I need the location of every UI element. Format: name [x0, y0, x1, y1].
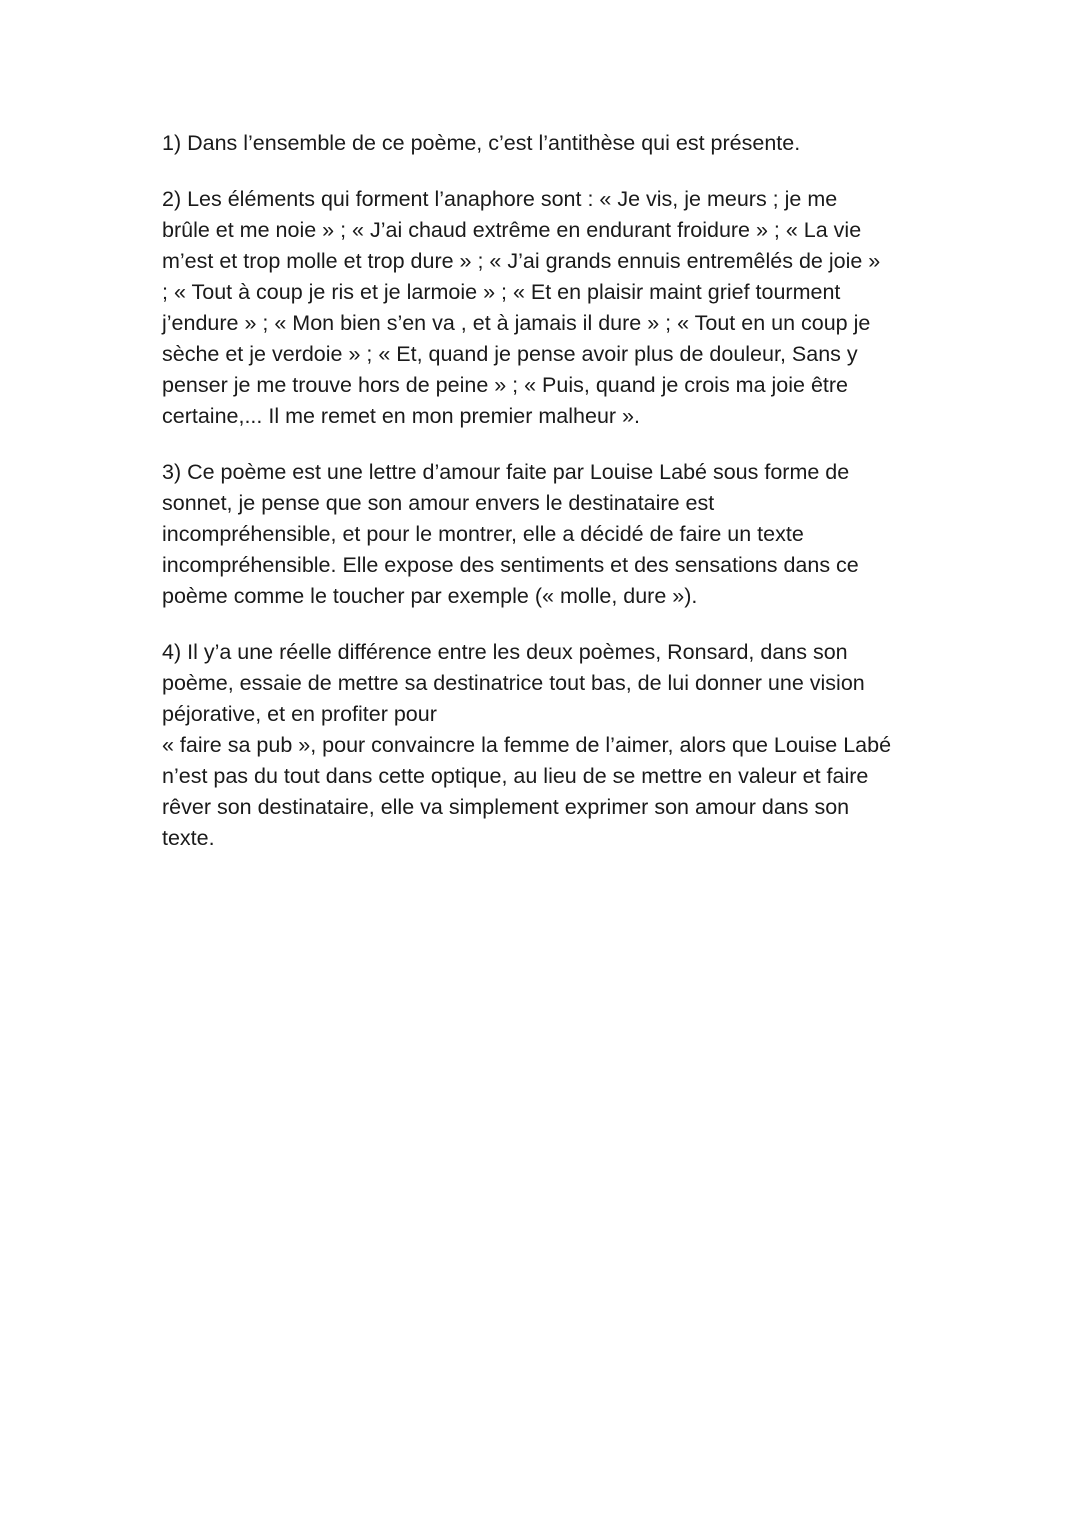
answer-line: rêver son destinataire, elle va simplement exprimer son amour dans son: [162, 795, 850, 819]
answer-line: « faire sa pub », pour convaincre la femme de l’aimer, alors que Louise Labé: [162, 733, 892, 757]
answer-line: m’est et trop molle et trop dure » ; « J’ai grands ennuis entremêlés de joie »: [162, 249, 881, 273]
answer-line: penser je me trouve hors de peine » ; « Puis, quand je crois ma joie être: [162, 373, 848, 397]
answer-line: sonnet, je pense que son amour envers le destinataire est: [162, 491, 715, 515]
answer-line: incompréhensible. Elle expose des sentiments et des sensations dans ce: [162, 553, 859, 577]
answer-line: 4) Il y’a une réelle différence entre les deux poèmes, Ronsard, dans son: [162, 640, 848, 664]
answer-line: 3) Ce poème est une lettre d’amour faite par Louise Labé sous forme de: [162, 460, 850, 484]
answer-4: [162, 637, 962, 854]
answer-1: [162, 128, 962, 159]
answer-3: [162, 457, 962, 612]
answer-line: brûle et me noie » ; « J’ai chaud extrême en endurant froidure » ; « La vie: [162, 218, 862, 242]
answer-line: 2) Les éléments qui forment l’anaphore sont : « Je vis, je meurs ; je me: [162, 187, 838, 211]
answer-line: n’est pas du tout dans cette optique, au lieu de se mettre en valeur et faire: [162, 764, 869, 788]
answer-line: ; « Tout à coup je ris et je larmoie » ; « Et en plaisir maint grief tourment: [162, 280, 841, 304]
answer-line: poème, essaie de mettre sa destinatrice tout bas, de lui donner une vision: [162, 671, 865, 695]
answer-line: certaine,... Il me remet en mon premier malheur ».: [162, 404, 640, 428]
answer-line: péjorative, et en profiter pour: [162, 702, 437, 726]
answer-line: 1) Dans l’ensemble de ce poème, c’est l’antithèse qui est présente.: [162, 131, 801, 155]
answer-line: poème comme le toucher par exemple (« molle, dure »).: [162, 584, 698, 608]
answer-line: incompréhensible, et pour le montrer, elle a décidé de faire un texte: [162, 522, 804, 546]
answer-line: j’endure » ; « Mon bien s’en va , et à jamais il dure » ; « Tout en un coup je: [162, 311, 871, 335]
answer-line: sèche et je verdoie » ; « Et, quand je pense avoir plus de douleur, Sans y: [162, 342, 858, 366]
document-body: [162, 128, 962, 879]
answer-2: [162, 184, 962, 432]
answer-line: texte.: [162, 826, 215, 850]
